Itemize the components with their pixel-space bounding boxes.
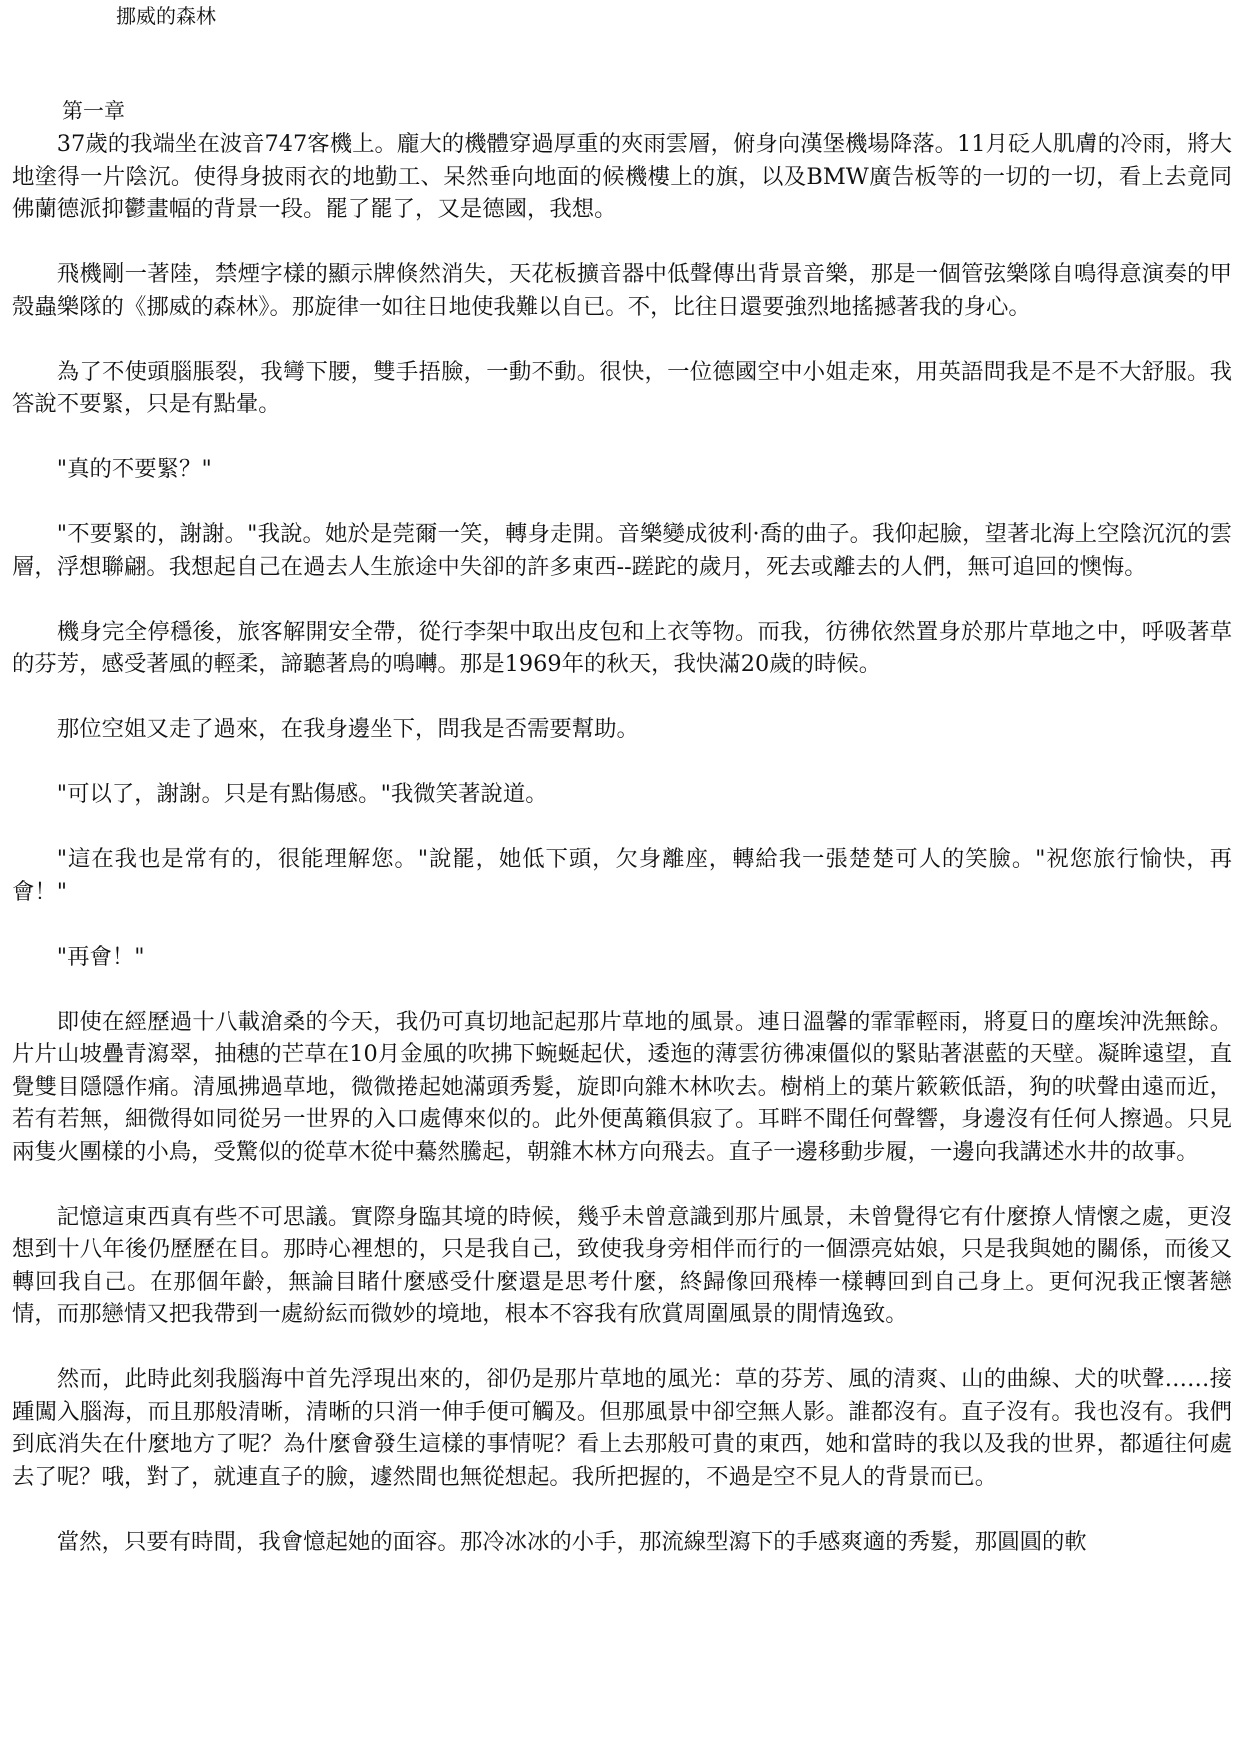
paragraph: "不要緊的，謝謝。"我說。她於是莞爾一笑，轉身走開。音樂變成彼利·喬的曲子。我仰起臉，望著北海上空陰沉沉的雲層，浮想聯翩。我想起自己在過去人生旅途中失卻的許多東西--蹉跎的歲月，死去或離去的人們，無可追回的懊悔。	[12, 521, 1232, 580]
paragraph: 然而，此時此刻我腦海中首先浮現出來的，卻仍是那片草地的風光：草的芬芳、風的清爽、山的曲線、犬的吠聲……接踵闖入腦海，而且那般清晰，清晰的只消一伸手便可觸及。但那風景中卻空無人影。誰都沒有。直子沒有。我也沒有。我們到底消失在什麼地方了呢？為什麼會發生這樣的事情呢？看上去那般可貴的東西，她和當時的我以及我的世界，都遁往何處去了呢？哦，對了，就連直子的臉，遽然間也無從想起。我所把握的，不過是空不見人的背景而已。	[12, 1366, 1232, 1490]
body-text	[12, 128, 1232, 1558]
paragraph: "可以了，謝謝。只是有點傷感。"我微笑著說道。	[56, 781, 548, 807]
paragraph: 飛機剛一著陸，禁煙字樣的顯示牌倏然消失，天花板擴音器中低聲傳出背景音樂，那是一個管弦樂隊自鳴得意演奏的甲殼蟲樂隊的《挪威的森林》。那旋律一如往日地使我難以自已。不，比往日還要強烈地搖撼著我的身心。	[12, 261, 1232, 320]
paragraph: 那位空姐又走了過來，在我身邊坐下，問我是否需要幫助。	[56, 716, 639, 742]
paragraph: 機身完全停穩後，旅客解開安全帶，從行李架中取出皮包和上衣等物。而我，彷彿依然置身於那片草地之中，呼吸著草的芬芳，感受著風的輕柔，諦聽著鳥的鳴囀。那是1969年的秋天，我快滿20歲的時候。	[12, 618, 1232, 677]
paragraph: 記憶這東西真有些不可思議。實際身臨其境的時候，幾乎未曾意識到那片風景，未曾覺得它有什麼撩人情懷之處，更沒想到十八年後仍歷歷在目。那時心裡想的，只是我自己，致使我身旁相伴而行的一個漂亮姑娘，只是我與她的關係，而後又轉回我自己。在那個年齡，無論目睹什麼感受什麼還是思考什麼，終歸像回飛棒一樣轉回到自己身上。更何況我正懷著戀情，而那戀情又把我帶到一處紛紜而微妙的境地，根本不容我有欣賞周圍風景的閒情逸致。	[12, 1203, 1232, 1327]
book-title: 挪威的森林	[116, 4, 216, 28]
chapter-title: 第一章	[62, 99, 125, 123]
paragraph: "真的不要緊？"	[56, 456, 212, 482]
paragraph: 37歲的我端坐在波音747客機上。龐大的機體穿過厚重的夾雨雲層，俯身向漢堡機場降落。11月砭人肌膚的冷雨，將大地塗得一片陰沉。使得身披雨衣的地勤工、呆然垂向地面的候機樓上的旗，以及BMW廣告板等的一切的一切，看上去竟同佛蘭德派抑鬱畫幅的背景一段。罷了罷了，又是德國，我想。	[12, 131, 1232, 222]
paragraph: "這在我也是常有的，很能理解您。"說罷，她低下頭，欠身離座，轉給我一張楚楚可人的笑臉。"祝您旅行愉快，再會！"	[12, 846, 1232, 905]
paragraph: "再會！"	[56, 943, 145, 970]
paragraph: 即使在經歷過十八載滄桑的今天，我仍可真切地記起那片草地的風景。連日溫馨的霏霏輕雨，將夏日的塵埃沖洗無餘。片片山坡疊青瀉翠，抽穗的芒草在10月金風的吹拂下蜿蜒起伏，逶迤的薄雲彷彿凍僵似的緊貼著湛藍的天壁。凝眸遠望，直覺雙目隱隱作痛。清風拂過草地，微微捲起她滿頭秀髮，旋即向雜木林吹去。樹梢上的葉片簌簌低語，狗的吠聲由遠而近，若有若無，細微得如同從另一世界的入口處傳來似的。此外便萬籟俱寂了。耳畔不聞任何聲響，身邊沒有任何人擦過。只見兩隻火團樣的小鳥，受驚似的從草木從中驀然騰起，朝雜木林方向飛去。直子一邊移動步履，一邊向我講述水井的故事。	[12, 1008, 1232, 1165]
paragraph: 為了不使頭腦脹裂，我彎下腰，雙手捂臉，一動不動。很快，一位德國空中小姐走來，用英語問我是不是不大舒服。我答說不要緊，只是有點暈。	[12, 358, 1232, 417]
paragraph: 當然，只要有時間，我會憶起她的面容。那冷冰冰的小手，那流線型瀉下的手感爽適的秀髮，那圓圓的軟	[56, 1528, 1087, 1555]
